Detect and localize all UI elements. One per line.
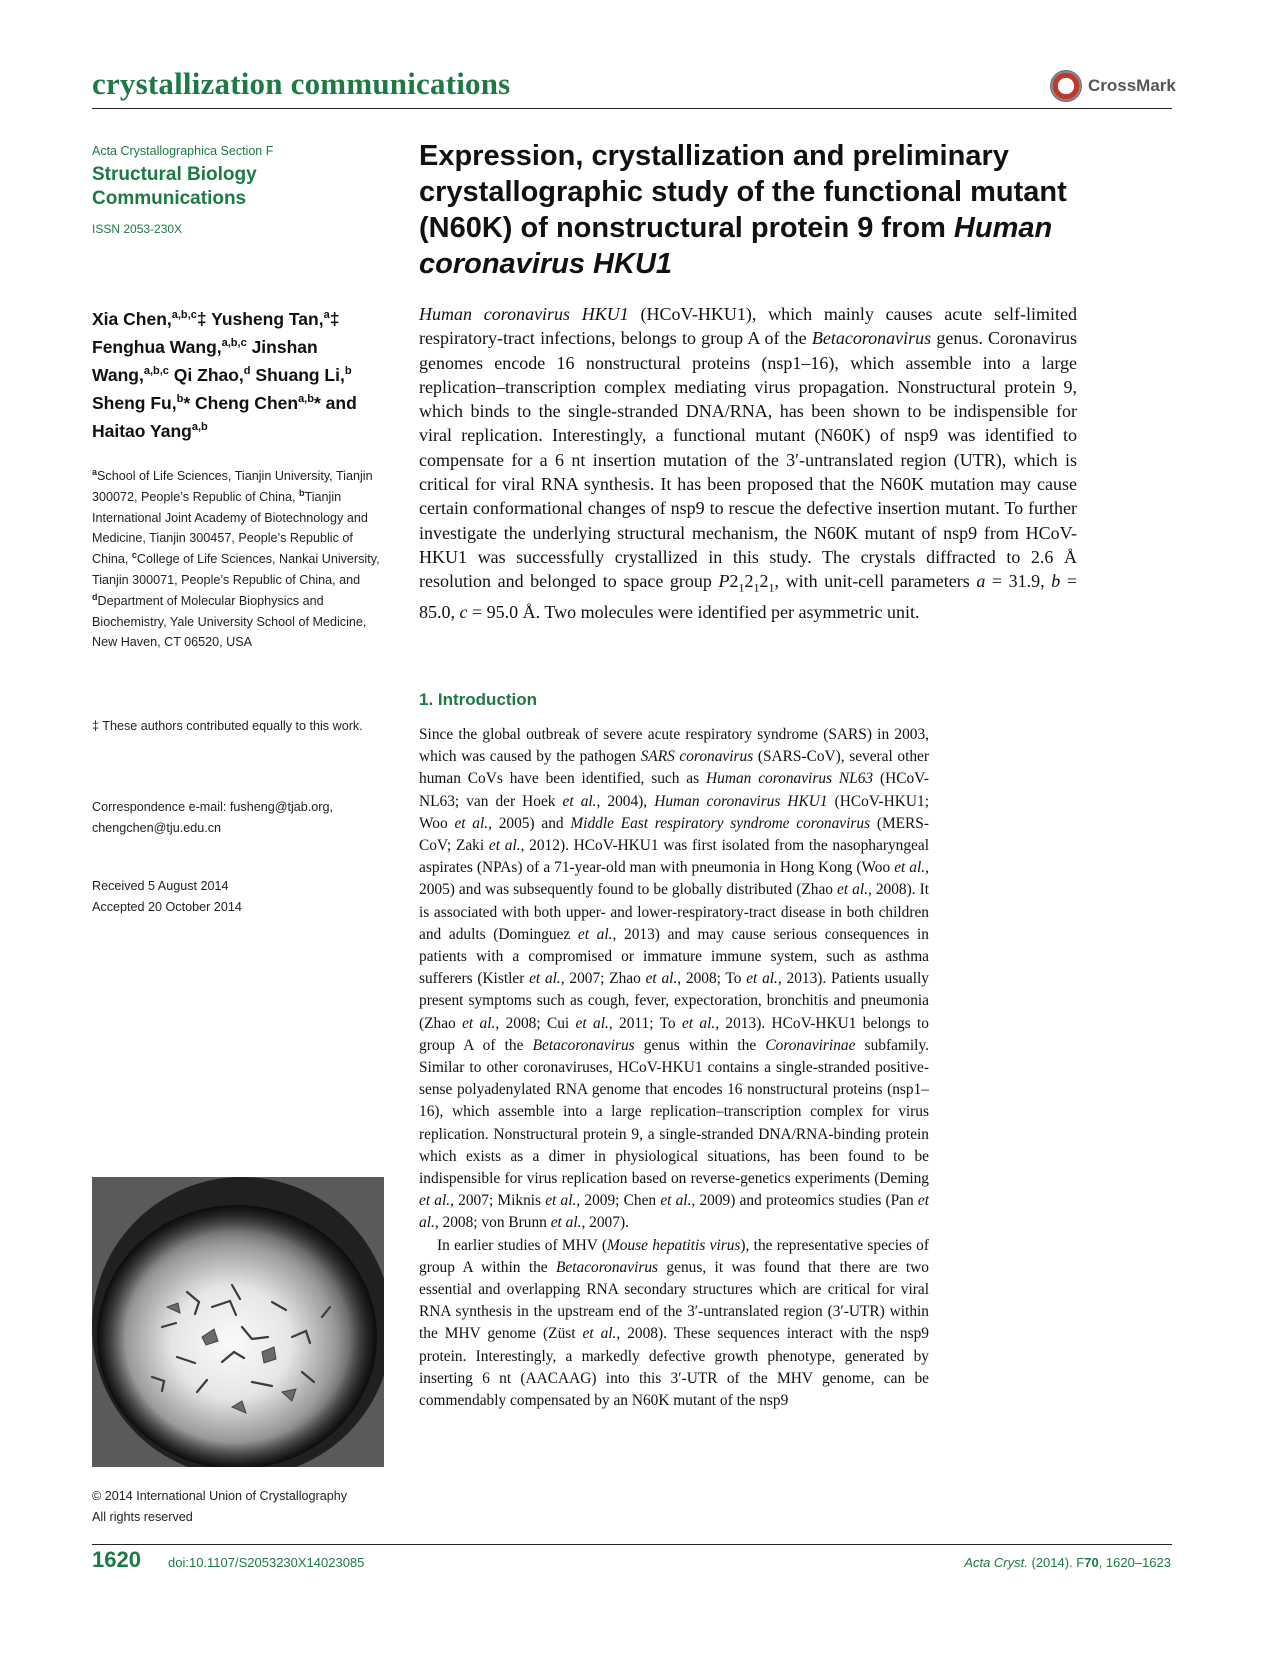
author-note-marker: * [183,393,191,413]
author-affiliation-marker: a,b,c [143,365,169,378]
text-run: , 2011; To [608,1014,682,1032]
copyright-notice [92,1486,392,1527]
author-affiliation-marker: a,b,c [171,309,197,322]
italic-run: et al. [488,837,521,855]
crossmark-icon [1050,70,1082,102]
page-number: 1620 [92,1547,141,1572]
crystal-drop-image [92,1177,384,1467]
italic-run: Coronavirinae [765,1036,856,1054]
text-run: , 2012). HCoV-HKU1 was first isolated from the nasopharyngeal aspirates (NPAs) of a 71-year-old man with pneumonia in Hong Kong (Woo [419,837,929,877]
italic-run: et al. [419,1192,451,1210]
author-name: Cheng Chen [195,393,299,413]
header-divider [92,108,1172,109]
text-run: (MERS-CoV; Zaki [419,814,929,855]
author-name: Xia Chen, [92,309,172,329]
text-run: , 2007; Zhao [560,970,646,988]
journal-section [92,163,332,211]
italic-run: et al. [837,881,868,899]
author-name: Shuang Li, [255,365,345,385]
text-run: 1 [768,580,775,595]
footer-divider [92,1544,1172,1545]
italic-run: Betacoronavirus [532,1036,635,1054]
italic-run: Betacoronavirus [811,328,932,349]
introduction-body [419,724,929,1412]
italic-run: Human coronavirus NL63 [706,770,874,788]
italic-run: et al. [645,970,678,988]
body-paragraph [419,724,929,1235]
affiliation-marker: c [131,550,137,560]
text-run: 1 [753,580,760,595]
journal-section-line: Structural Biology [92,164,257,185]
text-run: , 2013). HCoV-HKU1 belongs to group A of the [419,1014,929,1054]
affiliation-text: Department of Molecular Biophysics and Biochemistry, Yale University School of Medicine, New Haven, CT 06520, USA [92,593,367,650]
text-run: , 2005) and was subsequently found to be globally distributed (Zhao [419,859,929,899]
author-note-marker: ‡ [196,309,207,329]
text-run: , 2004), [596,792,655,810]
correspondence [92,797,392,838]
text-run: Since the global outbreak of severe acute respiratory syndrome (SARS) in 2003, which was caused by the pathogen [419,726,929,766]
text-run: , 2005) and [488,814,571,832]
italic-run: et al. [419,1192,930,1232]
italic-run: et al. [746,970,778,988]
italic-run: SARS coronavirus [640,748,754,766]
article-title-text: Expression, crystallization and preliminary crystallographic study of the functional mutant (N60K) of nonstructural protein 9 from [419,140,1067,244]
text-run: = 85.0, [419,571,1077,623]
italic-run: et al. [462,1014,496,1032]
text-run: , with unit-cell parameters [774,571,977,592]
received-date: Received 5 August 2014 [92,879,229,893]
italic-run: et al. [660,1192,692,1210]
copyright-line: All rights reserved [92,1509,193,1524]
text-run: genus. Coronavirus genomes encode 16 nonstructural proteins (nsp1–16), which assemble into a large replication–transcription complex mediating virus propagation. Nonstructural protein 9, which binds to the single-stranded DNA/RNA, has been shown to be indispensible for viral replication. Interestingly, a functional mutant (N60K) of nsp9 was identified to compensate for a 6 nt insertion mutation of the 3′-untranslated region (UTR), which is critical for viral RNA synthesis. It has been proposed that the N60K mutation may cause certain conformational changes of nsp9 to rescue the defective insertion mutant. To further investigate the underlying structural mechanism, the N60K mutant of nsp9 from HCoV-HKU1 was successfully crystallized in this study. The crystals diffracted to 2.6 Å resolution and belonged to space group [419,328,1077,592]
italic-run: et al. [681,1014,716,1032]
doi-link[interactable]: doi:10.1107/S2053230X14023085 [168,1555,365,1570]
accepted-date: Accepted 20 October 2014 [92,899,242,914]
italic-run: Middle East respiratory syndrome coronavirus [570,814,871,832]
text-run: , 2013). Patients usually present symptoms such as cough, fever, expectoration, bronchitis and pneumonia (Zhao [419,970,929,1032]
italic-run: b [1051,571,1061,592]
italic-run: et al. [582,1325,617,1343]
text-run: , 2008; von Brunn [434,1214,551,1232]
text-run: = 31.9, [985,571,1052,592]
issn: ISSN 2053-230X [92,222,183,236]
text-run: (SARS-CoV), several other human CoVs have been identified, such as [419,748,930,788]
text-run: , 2007; Miknis [450,1192,546,1210]
italic-run: Human coronavirus HKU1 [654,792,828,810]
citation-journal: Acta Cryst. [964,1555,1028,1570]
correspondence-line: chengchen@tju.edu.cn [92,820,222,835]
italic-run: et al. [577,925,613,943]
italic-run: et al. [575,1014,609,1032]
abstract [419,302,1077,624]
text-run: , 2008; Cui [495,1014,576,1032]
article-title [419,138,1119,282]
affiliation-text: School of Life Sciences, Tianjin University, Tianjin 300072, People’s Republic of China, [92,469,373,504]
italic-run: c [459,602,468,623]
crossmark-label: CrossMark [1088,76,1176,95]
author-affiliation-marker: d [243,365,251,378]
section-heading-introduction: 1. Introduction [419,690,538,709]
equal-contribution-footnote: ‡ These authors contributed equally to this work. [92,719,363,733]
author-name: Qi Zhao, [173,365,244,385]
article-title-italic: Human coronavirus HKU1 [419,212,1053,280]
text-run: , 2009; Chen [576,1192,661,1210]
running-head: crystallization communications [92,66,511,101]
italic-run: et al. [529,970,561,988]
author-affiliation-marker: a [323,309,330,322]
author-affiliation-marker: a,b,c [221,337,247,350]
text-run: , 2008). These sequences interact with the nsp9 protein. Interestingly, a markedly defective growth phenotype, generated by inserting 6 nt (AACAAG) into this 3′-UTR of the MHV genome, can be commendably compensated by an N60K mutant of the nsp9 [419,1325,929,1410]
italic-run: et al. [894,859,926,877]
text-run: genus within the [634,1036,766,1054]
author-note-marker: ‡ [329,309,340,329]
affiliation-marker: b [299,487,305,498]
text-run: (HCoV-HKU1), which mainly causes acute self-limited respiratory-tract infections, belongs to group A of the [419,304,1077,349]
journal-citation [964,1555,1171,1570]
citation-volume: 70 [1084,1555,1099,1570]
affiliation-marker: d [92,591,98,602]
text-run: , 2007). [581,1214,629,1232]
text-run: ), the representative species of group A within the [419,1236,929,1276]
author-name: Yusheng Tan, [211,309,324,329]
author-affiliation-marker: a,b [191,421,208,434]
author-name: Fenghua Wang, [92,337,222,357]
italic-run: Human coronavirus HKU1 [419,304,629,324]
text-run: = 95.0 Å. Two molecules were identified per asymmetric unit. [467,602,920,623]
italic-run: et al. [545,1192,577,1210]
article-dates [92,876,392,917]
author-list [92,305,392,445]
body-paragraph [419,1235,929,1413]
crossmark-link[interactable] [1050,70,1176,102]
italic-run: a [976,571,986,592]
journal-name: Acta Crystallographica Section F [92,144,274,158]
author-affiliation-marker: b [344,365,352,378]
citation-year: (2014). F [1027,1555,1085,1570]
text-run: (HCoV-NL63; van der Hoek [419,770,930,810]
text-run: subfamily. Similar to other coronaviruses, HCoV-HKU1 contains a single-stranded positive-sense polyadenylated RNA genome that encodes 16 nonstructural proteins (nsp1–16), which assemble into a large replication–transcription complex for virus replication. Nonstructural protein 9, a single-stranded DNA/RNA-binding protein which exists as a dimer in physiological situations, has been found to be indispensible for virus replication based on reverse-genetics experiments (Deming [419,1036,929,1188]
author-affiliation-marker: a,b [298,393,314,406]
text-run: genus, it was found that there are two essential and overlapping RNA secondary structures which are critical for viral RNA synthesis in the upstream end of the 3′-untranslated region (3′-UTR) within the MHV genome (Züst [419,1258,929,1343]
text-run: , 2008; To [677,970,747,988]
text-run: 2 [759,571,769,592]
text-run: 2 [729,571,739,592]
text-run: , 2013) and may cause serious consequences in patients with a compromised or immature immune system, such as asthma sufferers (Kistler [419,925,929,988]
author-name: Sheng Fu, [92,393,177,413]
text-run: , 2008). It is associated with both upper- and lower-respiratory-tract disease in both children and adults (Dominguez [419,881,929,943]
text-run: 1 [738,580,745,595]
affiliation-marker: a [92,466,98,477]
affiliation-text: Tianjin International Joint Academy of Biotechnology and Medicine, Tianjin 300457, People’s Republic of China, [92,489,368,567]
text-run: In earlier studies of MHV ( [437,1236,607,1254]
italic-run: et al. [562,792,597,810]
correspondence-line: Correspondence e-mail: fusheng@tjab.org, [92,800,334,814]
crystal-photograph [92,1177,384,1467]
journal-section-line: Communications [92,188,247,209]
italic-run: et al. [550,1214,582,1232]
affiliation-text: College of Life Sciences, Nankai University, Tianjin 300071, People’s Republic of China, and [92,552,380,587]
text-run: (HCoV-HKU1; Woo [419,792,929,832]
affiliations [92,466,392,653]
text-run: 2 [744,571,754,592]
author-name: Haitao Yang [92,421,192,441]
italic-run: et al. [454,814,489,832]
italic-run: Betacoronavirus [556,1258,659,1276]
citation-pages: , 1620–1623 [1098,1555,1171,1570]
author-name: Jinshan Wang, [92,337,318,385]
copyright-line: © 2014 International Union of Crystallography [92,1489,348,1503]
author-affiliation-marker: b [176,393,184,406]
text-run: , 2009) and proteomics studies (Pan [691,1192,918,1210]
italic-run: Mouse hepatitis virus [606,1236,741,1254]
italic-run: P [718,571,730,592]
author-note-marker: * and [313,393,357,413]
